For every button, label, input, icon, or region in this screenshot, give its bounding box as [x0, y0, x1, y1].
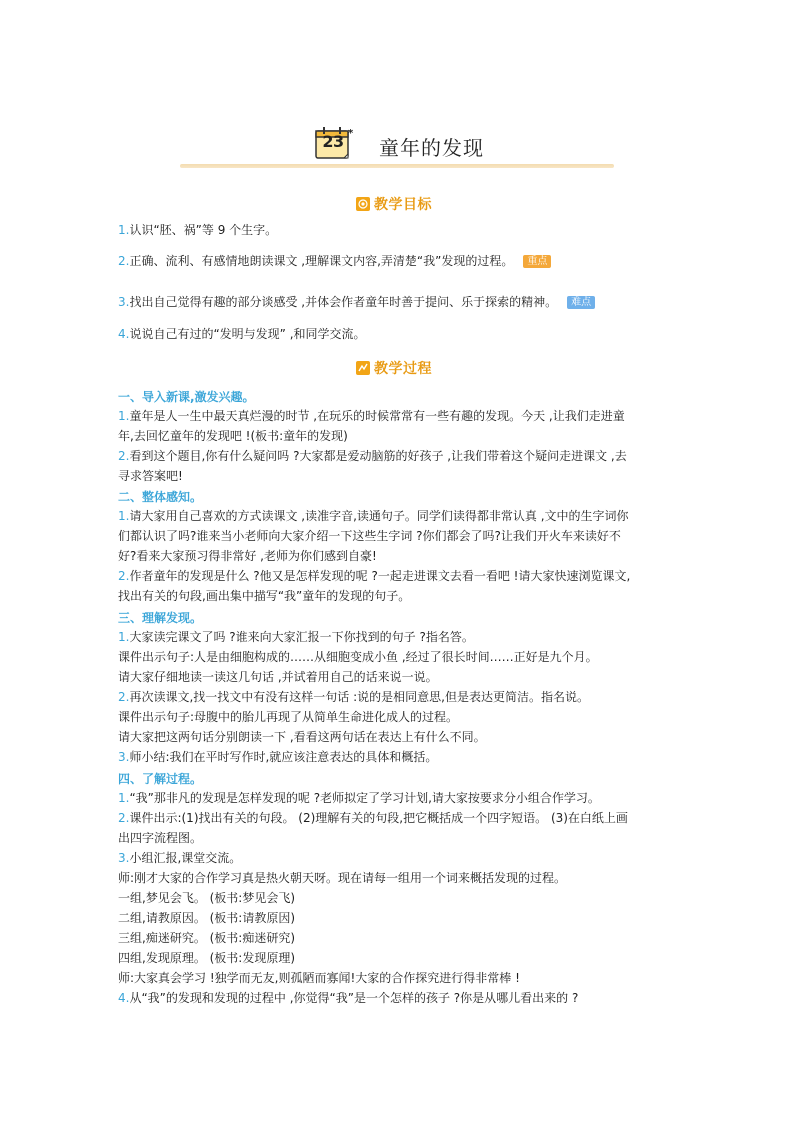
section-goals-title: 教学目标: [374, 197, 432, 213]
section-process-title: 教学过程: [374, 361, 432, 377]
paragraph-line: 1.大家读完课文了吗 ?谁来向大家汇报一下你找到的句子 ?指名答。: [118, 630, 474, 644]
key-point-badge: 重点: [523, 255, 551, 268]
step-heading: 三、理解发现。: [118, 611, 203, 625]
paragraph-line: 们都认识了吗?谁来当小老师向大家介绍一下这些生字词 ?你们都会了吗?让我们开火车来读好不: [118, 529, 621, 543]
group-answer: 二组,请教原因。 (板书:请教原因): [118, 911, 296, 925]
paragraph-line: 请大家仔细地读一读这几句话 ,并试着用自己的话来说一说。: [118, 670, 438, 684]
title-underline: [180, 164, 614, 168]
paragraph-line: 4.从“我”的发现和发现的过程中 ,你觉得“我”是一个怎样的孩子 ?你是从哪儿看出来的 ?: [118, 991, 579, 1005]
paragraph-line: 2.看到这个题目,你有什么疑问吗 ?大家都是爱动脑筋的好孩子 ,让我们带着这个疑问走进课文 ,去: [118, 449, 627, 463]
paragraph-line: 寻求答案吧!: [118, 469, 183, 483]
process-icon: [356, 361, 370, 375]
paragraph-line: 师:刚才大家的合作学习真是热火朝天呀。现在请每一组用一个词来概括发现的过程。: [118, 871, 567, 885]
step-heading: 一、导入新课,激发兴趣。: [118, 390, 255, 404]
paragraph-line: 3.小组汇报,课堂交流。: [118, 851, 242, 865]
paragraph-line: 好?看来大家预习得非常好 ,老师为你们感到自豪!: [118, 549, 377, 563]
lesson-number: 23: [322, 132, 344, 151]
paragraph-line: 2.作者童年的发现是什么 ?他又是怎样发现的呢 ?一起走进课文去看一看吧 !请大家快速浏览课文,: [118, 569, 631, 583]
paragraph-line: 师:大家真会学习 !独学而无友,则孤陋而寡闻!大家的合作探究进行得非常棒 !: [118, 971, 520, 985]
target-icon: [356, 197, 370, 211]
goal-item: 1.认识“胚、祸”等 9 个生字。: [118, 223, 278, 237]
paragraph-line: 1.“我”那非凡的发现是怎样发现的呢 ?老师拟定了学习计划,请大家按要求分小组合作学习。: [118, 791, 600, 805]
paragraph-line: 年,去回忆童年的发现吧 !(板书:童年的发现): [118, 429, 348, 443]
paragraph-line: 2.课件出示:(1)找出有关的句段。 (2)理解有关的句段,把它概括成一个四字短语。 (3)在白纸上画: [118, 811, 628, 825]
group-answer: 一组,梦见会飞。 (板书:梦见会飞): [118, 891, 296, 905]
step-heading: 二、整体感知。: [118, 490, 203, 504]
lesson-star-mark: *: [348, 128, 354, 139]
difficulty-badge: 难点: [567, 296, 595, 309]
paragraph-line: 1.童年是人一生中最天真烂漫的时节 ,在玩乐的时候常常有一些有趣的发现。今天 ,让我们走进童: [118, 409, 625, 423]
paragraph-line: 请大家把这两句话分别朗读一下 ,看看这两句话在表达上有什么不同。: [118, 730, 486, 744]
goal-item: 4.说说自己有过的“发明与发现” ,和同学交流。: [118, 327, 366, 341]
goal-item: 2.正确、流利、有感情地朗读课文 ,理解课文内容,弄清楚“我”发现的过程。 重点: [118, 253, 551, 269]
paragraph-line: 1.请大家用自己喜欢的方式读课文 ,读准字音,读通句子。同学们读得都非常认真 ,文中的生字词你: [118, 509, 629, 523]
paragraph-line: 出四字流程图。: [118, 831, 203, 845]
paragraph-line: 课件出示句子:人是由细胞构成的……从细胞变成小鱼 ,经过了很长时间……正好是九个月。: [118, 650, 598, 664]
section-goals-head: [356, 193, 432, 215]
paragraph-line: 3.师小结:我们在平时写作时,就应该注意表达的具体和概括。: [118, 750, 438, 764]
group-answer: 四组,发现原理。 (板书:发现原理): [118, 951, 296, 965]
goal-item: 3.找出自己觉得有趣的部分谈感受 ,并体会作者童年时善于提问、乐于探索的精神。 难点: [118, 294, 595, 310]
lesson-header: [180, 122, 614, 172]
group-answer: 三组,痴迷研究。 (板书:痴迷研究): [118, 931, 296, 945]
section-process-head: [356, 357, 432, 379]
paragraph-line: 2.再次读课文,找一找文中有没有这样一句话 :说的是相同意思,但是表达更简洁。指名说。: [118, 690, 589, 704]
paragraph-line: 找出有关的句段,画出集中描写“我”童年的发现的句子。: [118, 589, 411, 603]
page-title: 童年的发现: [379, 136, 484, 160]
paragraph-line: 课件出示句子:母腹中的胎儿再现了从简单生命进化成人的过程。: [118, 710, 459, 724]
step-heading: 四、了解过程。: [118, 772, 203, 786]
